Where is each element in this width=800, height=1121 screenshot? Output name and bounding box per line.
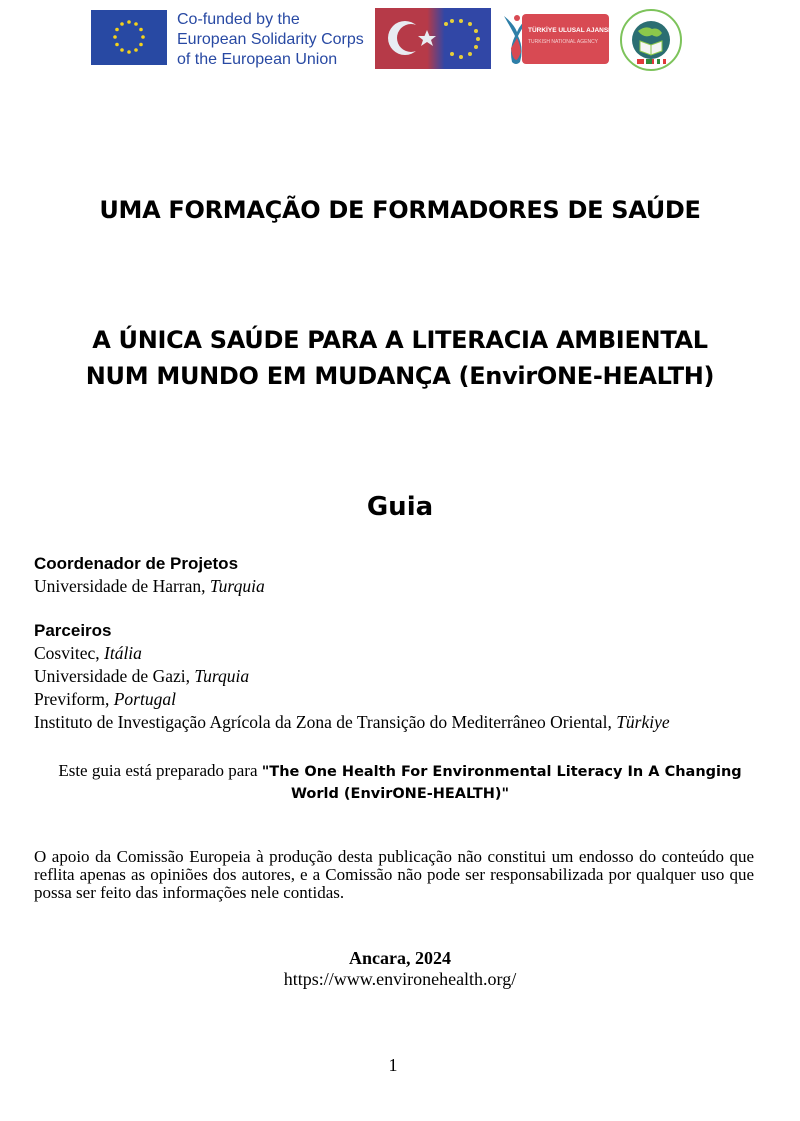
page-number: 1 xyxy=(388,1055,398,1075)
partner-country: Itália xyxy=(104,643,142,663)
project-coordinator-section xyxy=(34,552,265,598)
project-name-line: "The One Health For Environmental Literacy In A Changing xyxy=(261,764,742,780)
partner-item xyxy=(34,665,670,688)
eu-disclaimer: O apoio da Comissão Europeia à produção desta publicação não constitui um endosso do conteúdo que reflita apenas as opiniões dos autores, e a Comissão não pode ser responsabilizada por qualquer uso que possa ser feito das informações nele contidas. xyxy=(34,847,754,902)
document-subtitle xyxy=(0,322,800,394)
project-name-line: World (EnvirONE-HEALTH)" xyxy=(290,786,510,802)
eu-funding-text xyxy=(177,10,364,70)
partner-country: Türkiye xyxy=(616,712,670,732)
partner-item xyxy=(34,688,670,711)
agency-subtitle: TURKISH NATIONAL AGENCY xyxy=(528,39,599,45)
header-logos xyxy=(0,4,800,70)
partner-country: Portugal xyxy=(113,689,176,709)
document-type: Guia xyxy=(366,492,434,522)
eu-funding-line: Co-funded by the xyxy=(177,11,300,28)
prepared-for-lead: Este guia está preparado para xyxy=(58,761,262,780)
coordinator-name: Universidade de Harran, xyxy=(34,576,210,596)
partner-name: Cosvitec, xyxy=(34,643,104,663)
partner-country: Turquia xyxy=(194,666,250,686)
eu-funding-line: European Solidarity Corps xyxy=(177,31,364,48)
partner-item xyxy=(34,711,670,734)
prepared-for-statement xyxy=(0,760,800,805)
partner-name: Previform, xyxy=(34,689,114,709)
coordinator-country: Turquia xyxy=(209,576,265,596)
partner-item xyxy=(34,642,670,665)
eu-funding-line: of the European Union xyxy=(177,51,338,68)
subtitle-line: A ÚNICA SAÚDE PARA A LITERACIA AMBIENTAL xyxy=(92,326,708,354)
coordinator-entry xyxy=(34,575,265,598)
turkey-eu-flag-logo xyxy=(375,8,491,69)
website-url: https://www.environehealth.org/ xyxy=(283,969,517,989)
partners-section xyxy=(34,619,670,734)
publication-info xyxy=(0,948,800,990)
eu-flag-logo xyxy=(91,10,167,65)
partner-name: Universidade de Gazi, xyxy=(34,666,195,686)
subtitle-line: NUM MUNDO EM MUDANÇA (EnvirONE-HEALTH) xyxy=(85,362,715,390)
document-title: UMA FORMAÇÃO DE FORMADORES DE SAÚDE xyxy=(99,196,701,224)
agency-title: TÜRKİYE ULUSAL AJANSI xyxy=(528,27,610,34)
place-year: Ancara, 2024 xyxy=(349,948,451,968)
environe-health-logo xyxy=(620,9,682,71)
coordinator-heading: Coordenador de Projetos xyxy=(34,554,239,573)
turkish-national-agency-logo xyxy=(502,8,609,67)
partners-heading: Parceiros xyxy=(34,621,112,640)
partner-name: Instituto de Investigação Agrícola da Zona de Transição do Mediterrâneo Oriental, xyxy=(34,712,617,732)
